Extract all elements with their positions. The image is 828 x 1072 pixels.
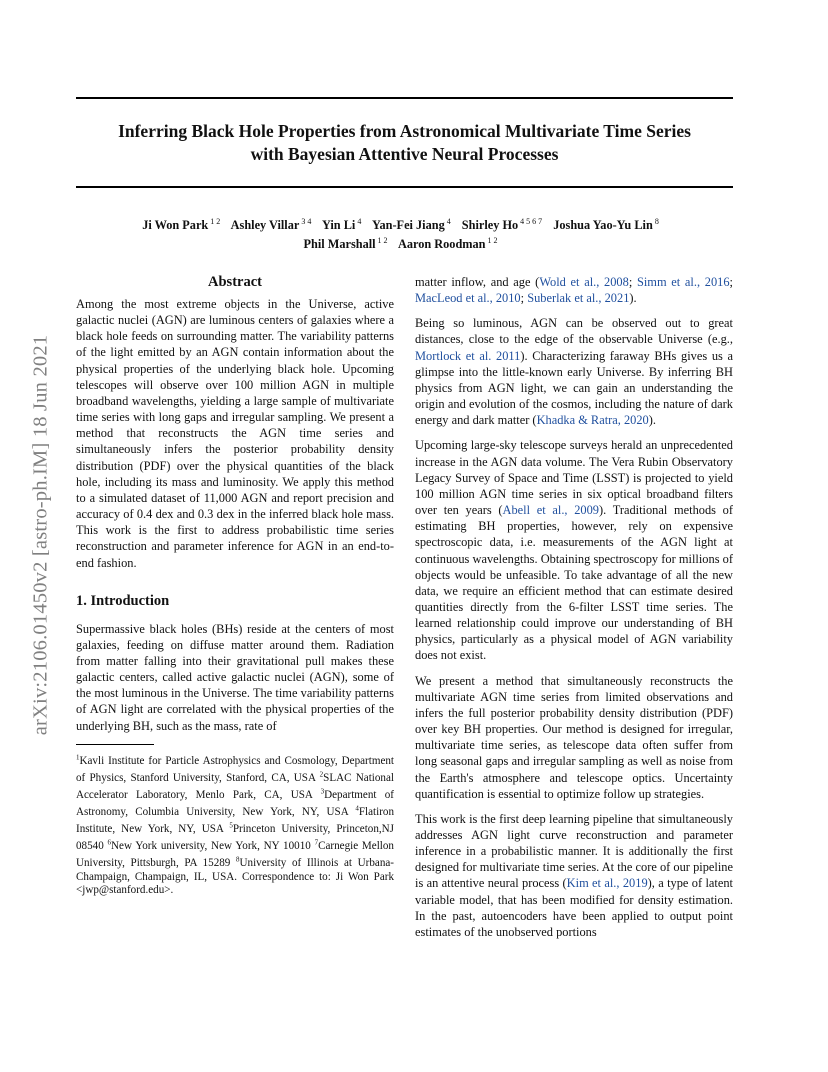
author: Yin Li $^4$	[321, 217, 362, 233]
author-line-2	[76, 233, 733, 252]
author: Ji Won Park $^{1 2}$	[142, 217, 221, 233]
author: Ashley Villar $^{3 4}$	[230, 217, 312, 233]
correspondence-note: Correspondence to: Ji Won Park <jwp@stanford.edu>.	[76, 870, 394, 896]
affiliation-footnotes	[76, 752, 394, 897]
top-rule	[76, 97, 733, 99]
abstract-text: Among the most extreme objects in the Universe, active galactic nuclei (AGN) are luminous centers of galaxies where a black hole feeds on surrounding matter. The variability patterns of the light emitted by an AGN contain information about the physical properties of the underlying black hole. Upcoming telescopes will observe over 100 million AGN in multiple broadband wavelengths, yielding a large sample of multivariate time series with long gaps and irregular sampling. We present a method that reconstructs the AGN time series and simultaneously infers the posterior probability density distribution (PDF) over the physical quantities of the black hole, including its mass and luminosity. We apply this method to a simulated dataset of 11,000 AGN and report precision and accuracy of 0.4 dex and 0.3 dex in the inferred black hole mass. This work is the first to address probabilistic time series reconstruction and parameter inference for AGN in an end-to-end fashion.	[76, 297, 394, 570]
intro-paragraph: Supermassive black holes (BHs) reside at the centers of most galaxies, feeding on diffuse matter around them. Radiation from matter falling into their gravitational pull makes these galactic centers, called active galactic nuclei (AGN), some of the most luminous in the Universe. The time variability patterns of AGN light are correlated with the physical properties of the underlying BH, such as the mass, rate of	[76, 621, 394, 733]
left-column	[76, 272, 394, 897]
footnote: $^1$Kavli Institute for Particle Astrophysics and Cosmology, Department of Physics, Stanford University, Stanford, CA, USA	[76, 753, 394, 785]
intro-paragraph: Upcoming large-sky telescope surveys herald an unprecedented increase in the AGN data volume. The Vera Rubin Observatory Legacy Survey of Space and Time (LSST) is projected to yield 100 million AGN time series in six optical broadband filters over ten years (Abell et al., 2009). Traditional methods of estimating BH properties, however, rely on expensive spectroscopic data, i.e. measurements of the AGN light at continuous wavelengths. Obtaining spectroscopy for millions of objects would be unfeasible. To take advantage of all the new data, we require an efficient method that can estimate desired quantities directly from the 6-filter LSST time series. The learned relationship could improve our understanding of BH physics, particularly as a physical model of AGN variability does not exist.	[415, 438, 734, 663]
paper-title	[76, 120, 733, 166]
citation-link[interactable]: Suberlak et al., 2021	[527, 291, 630, 306]
author: Phil Marshall $^{1 2}$	[303, 236, 388, 252]
author-list	[76, 214, 733, 252]
right-column	[415, 274, 733, 949]
section-heading-introduction: 1. Introduction	[76, 592, 170, 609]
citation-link[interactable]: Kim et al., 2019	[566, 876, 648, 891]
title-line-2: with Bayesian Attentive Neural Processes	[250, 144, 559, 164]
citation-link[interactable]: Abell et al., 2009	[502, 503, 599, 518]
author-line-1	[76, 214, 733, 233]
citation-link[interactable]: Mortlock et al. 2011	[415, 348, 521, 363]
intro-paragraph: matter inflow, and age (Wold et al., 2008; Simm et al., 2016; MacLeod et al., 2010; Suberlak et al., 2021).	[415, 275, 733, 306]
citation-link[interactable]: Khadka & Ratra, 2020	[536, 413, 649, 428]
bottom-rule	[76, 186, 733, 188]
author: Joshua Yao-Yu Lin $^8$	[553, 217, 659, 233]
author: Aaron Roodman $^{1 2}$	[397, 236, 498, 252]
footnote: $^3$Department of Astronomy, Columbia University, New York, NY, USA	[76, 787, 394, 819]
footnote-rule	[76, 744, 154, 745]
footnote: $^6$New York university, New York, NY 10010	[107, 838, 311, 853]
citation-link[interactable]: Simm et al., 2016	[636, 275, 730, 289]
arxiv-stamp-text: arXiv:2106.01450v2 [astro-ph.IM] 18 Jun 2021	[29, 334, 52, 736]
title-line-1: Inferring Black Hole Properties from Astronomical Multivariate Time Series	[118, 121, 691, 141]
intro-paragraph: We present a method that simultaneously reconstructs the multivariate AGN time series from limited observations and infers the full posterior probability density distribution (PDF) over key BH properties. Our method is designed for irregular, multivariate time series, as telescope data often suffer from long seasonal gaps and irregular sampling as well as noise from the Earth's atmosphere and telescope optics. Uncertainty quantification is essential to optimize follow up strategies.	[415, 673, 733, 801]
footnote: $^8$University of Illinois at Urbana-Champaign, Champaign, IL, USA.	[76, 855, 395, 883]
citation-link[interactable]: Wold et al., 2008	[539, 275, 629, 289]
citation-link[interactable]: MacLeod et al., 2010	[415, 291, 521, 306]
intro-paragraph: This work is the first deep learning pipeline that simultaneously addresses AGN light curve reconstruction and parameter inference in a probabilistic manner. It is additionally the first designed for multivariate time series. At the core of our pipeline is an attentive neural process (Kim et al., 2019), a type of latent variable model, that has been modified for density estimation. In the past, autoencoders have been applied to output point estimates of the unobserved portions	[415, 811, 733, 939]
author: Yan-Fei Jiang $^4$	[371, 217, 451, 233]
arxiv-stamp	[24, 270, 58, 800]
footnote: $^2$SLAC National Accelerator Laboratory, Menlo Park, CA, USA	[76, 770, 394, 802]
intro-paragraph: Being so luminous, AGN can be observed out to great distances, close to the edge of the observable Universe (e.g., Mortlock et al. 2011). Characterizing faraway BHs gives us a glimpse into the little-known early Universe. By inferring BH physics from AGN light, we can gain an understanding the origin and evolution of the cosmos, including the nature of dark energy and dark matter (Khadka & Ratra, 2020).	[415, 316, 733, 428]
footnote: $^7$Carnegie Mellon University, Pittsburgh, PA 15289	[76, 838, 394, 870]
footnote: $^4$Flatiron Institute, New York, NY, USA	[76, 804, 395, 836]
footnote: $^5$Princeton University, Princeton,NJ 08540	[76, 821, 394, 853]
abstract-heading: Abstract	[208, 274, 262, 290]
author: Shirley Ho $^{4 5 6 7}$	[461, 217, 543, 233]
